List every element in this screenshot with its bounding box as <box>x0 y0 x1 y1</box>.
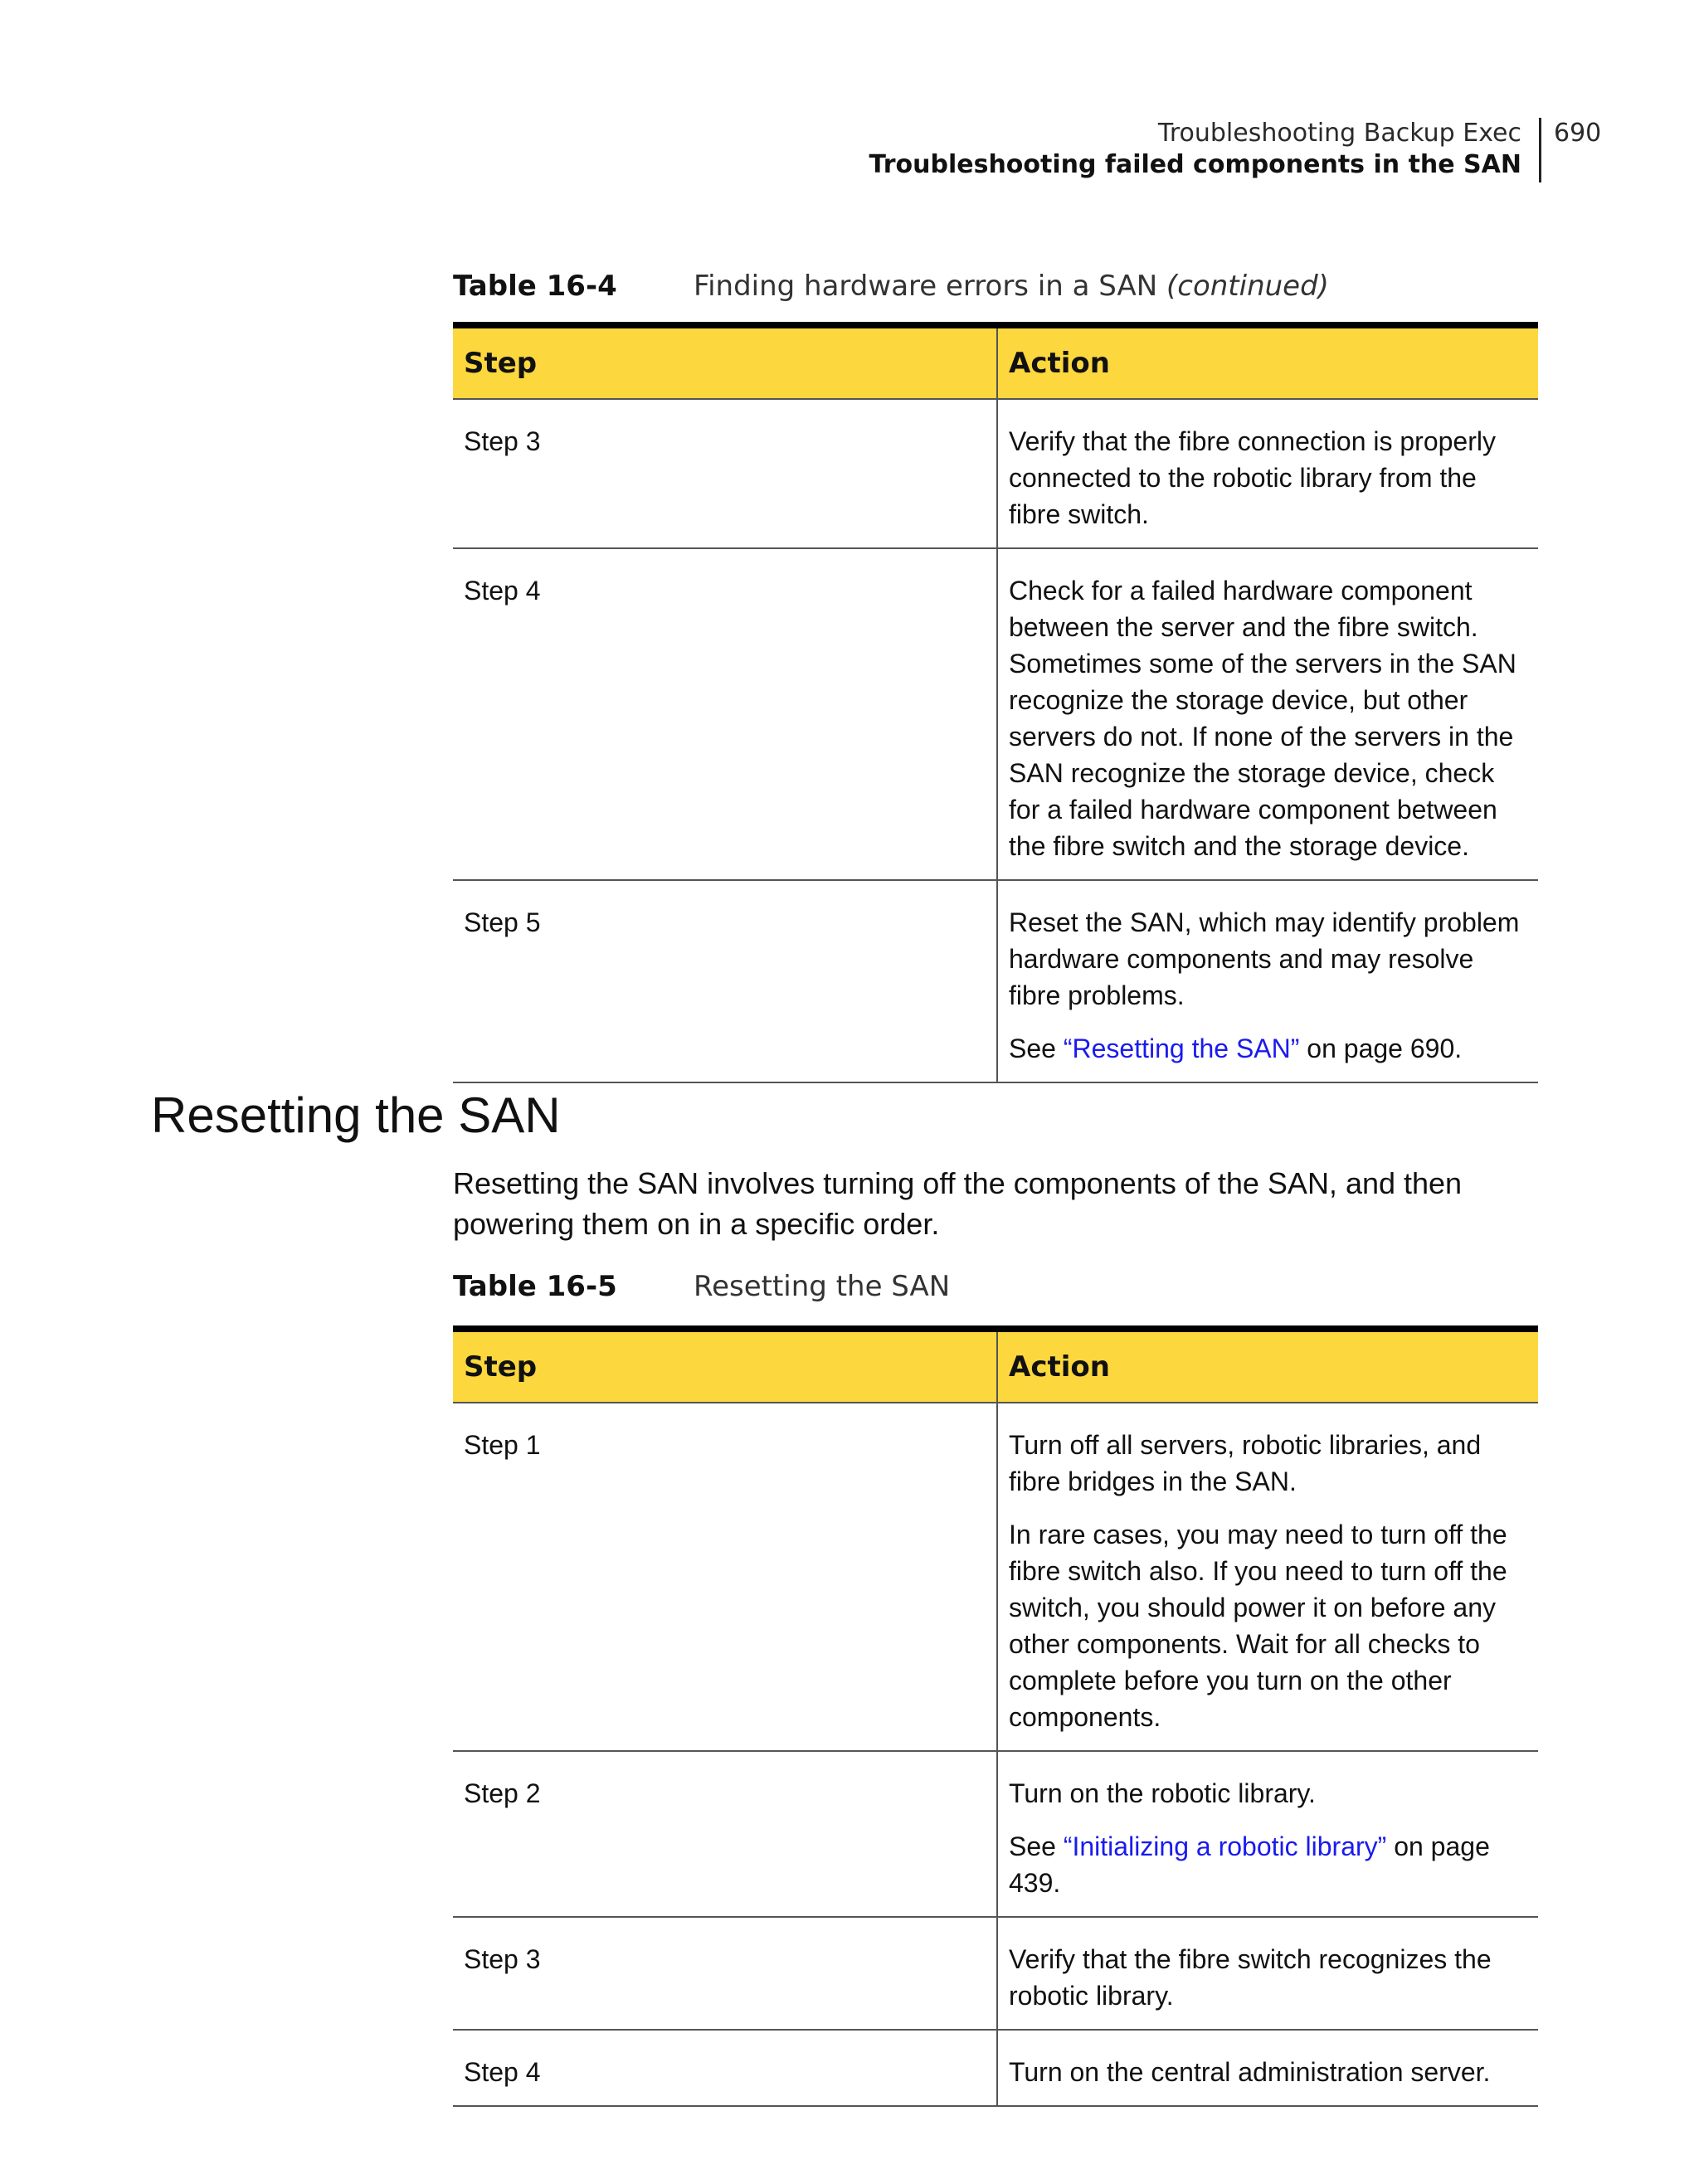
table-title: Finding hardware errors in a SAN <box>694 270 1158 303</box>
table-row <box>453 880 1538 1082</box>
see-prefix: See <box>1009 1034 1064 1063</box>
see-suffix: on page 690. <box>1299 1034 1463 1063</box>
action-cell <box>997 1917 1538 2030</box>
section-title: Troubleshooting failed components in the SAN <box>869 150 1521 179</box>
hardware-errors-table <box>453 322 1538 1083</box>
table-header-row <box>453 325 1538 399</box>
table-row <box>453 1917 1538 2030</box>
table-title: Resetting the SAN <box>694 1270 951 1303</box>
table-number: Table 16-5 <box>453 1270 617 1303</box>
action-cell <box>997 2030 1538 2106</box>
action-cell <box>997 548 1538 880</box>
column-header-action: Action <box>997 1329 1538 1403</box>
step-cell: Step 1 <box>453 1403 997 1751</box>
step-cell: Step 4 <box>453 2030 997 2106</box>
column-header-step: Step <box>453 325 997 399</box>
action-text: Reset the SAN, which may identify problem hardware components and may resolve fibre problems. <box>1009 907 1520 1010</box>
see-suffix: on page 439. <box>1009 1831 1490 1898</box>
initializing-library-link[interactable]: “Initializing a robotic library” <box>1063 1831 1387 1861</box>
section-heading: Resetting the SAN <box>151 1087 561 1143</box>
table-row <box>453 1403 1538 1751</box>
action-text: Check for a failed hardware component between the server and the fibre switch. Sometimes some of the servers in the SAN recognize the storage device, but other servers do not. If none of the servers in the SAN recognize the storage device, check for a failed hardware component between the fibre switch and the storage device. <box>1009 576 1516 861</box>
step-cell: Step 5 <box>453 880 997 1082</box>
action-note: In rare cases, you may need to turn off the fibre switch also. If you need to turn off the switch, you should power it on before any other components. Wait for all checks to complete before you turn on the other components. <box>1009 1520 1507 1732</box>
table-header-row <box>453 1329 1538 1403</box>
action-cell <box>997 880 1538 1082</box>
step-cell: Step 4 <box>453 548 997 880</box>
page-number: 690 <box>1554 119 1602 148</box>
table-row <box>453 2030 1538 2106</box>
table-caption <box>453 1270 950 1303</box>
resetting-san-table <box>453 1325 1538 2107</box>
table-row <box>453 1751 1538 1917</box>
cross-reference <box>1009 1828 1526 1901</box>
step-cell: Step 3 <box>453 1917 997 2030</box>
table-number: Table 16-4 <box>453 270 617 303</box>
action-text: Turn on the central administration server. <box>1009 2057 1491 2087</box>
column-header-step: Step <box>453 1329 997 1403</box>
action-text: Verify that the fibre switch recognizes the robotic library. <box>1009 1944 1492 2011</box>
chapter-title: Troubleshooting Backup Exec <box>1157 119 1521 148</box>
section-intro: Resetting the SAN involves turning off the components of the SAN, and then powering them on in a specific order. <box>453 1166 1463 1241</box>
cross-reference <box>1009 1030 1526 1067</box>
action-text: Verify that the fibre connection is properly connected to the robotic library from the fibre switch. <box>1009 426 1496 529</box>
table-row <box>453 548 1538 880</box>
resetting-san-link[interactable]: “Resetting the SAN” <box>1063 1034 1300 1063</box>
table-row <box>453 399 1538 548</box>
action-cell <box>997 399 1538 548</box>
step-cell: Step 3 <box>453 399 997 548</box>
running-header <box>869 118 1521 181</box>
step-cell: Step 2 <box>453 1751 997 1917</box>
see-prefix: See <box>1009 1831 1064 1861</box>
column-header-action: Action <box>997 325 1538 399</box>
table-caption <box>453 270 1329 303</box>
action-text: Turn off all servers, robotic libraries, and fibre bridges in the SAN. <box>1009 1430 1482 1496</box>
table-continued: (continued) <box>1166 270 1329 303</box>
action-cell <box>997 1751 1538 1917</box>
action-text: Turn on the robotic library. <box>1009 1778 1316 1808</box>
action-cell <box>997 1403 1538 1751</box>
header-divider <box>1539 118 1541 182</box>
